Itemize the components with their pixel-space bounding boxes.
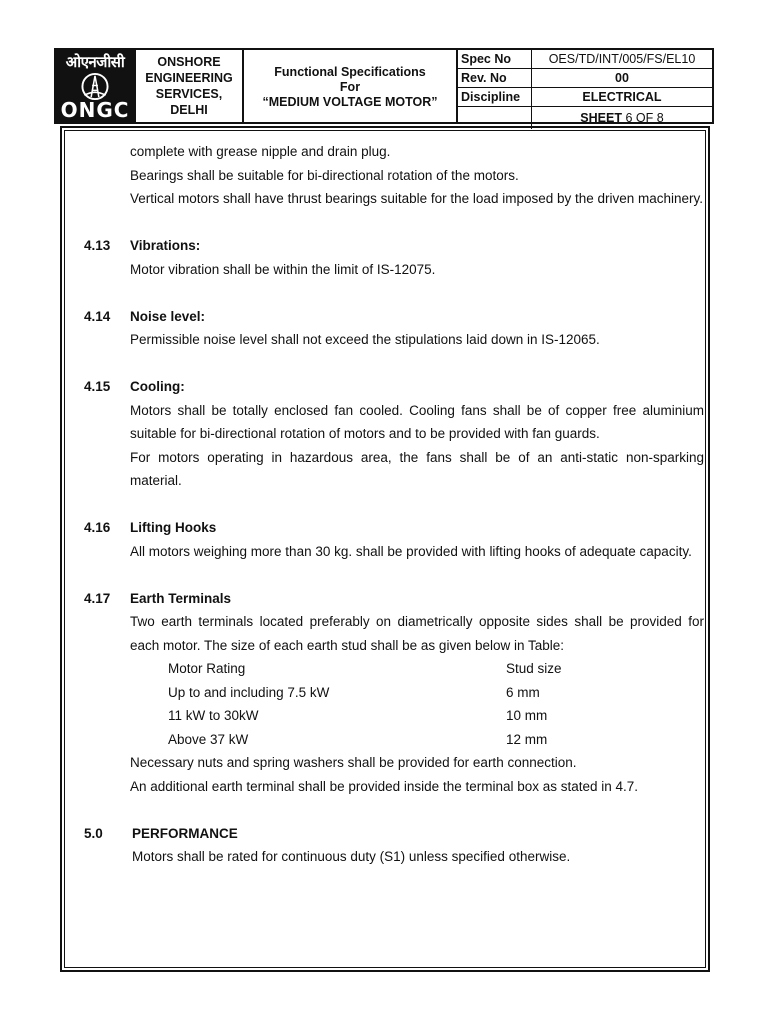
sheet-value: 6 OF 8 xyxy=(625,111,664,125)
section-title: Earth Terminals xyxy=(130,590,232,606)
section-heading xyxy=(84,375,704,399)
section-title: Lifting Hooks xyxy=(130,520,217,535)
discipline-value: ELECTRICAL xyxy=(582,90,662,104)
ongc-logo xyxy=(56,50,134,122)
section-title: Vibrations: xyxy=(130,238,201,253)
document-body xyxy=(84,140,704,869)
section-number: 4.14 xyxy=(84,308,111,324)
sheet-label: SHEET xyxy=(580,111,622,125)
table-header-rating: Motor Rating xyxy=(168,661,246,676)
spec-no-label: Spec No xyxy=(458,50,532,68)
table-cell: 11 kW to 30kW xyxy=(168,708,259,723)
document-title xyxy=(242,50,456,122)
title-line: Functional Specifications xyxy=(274,64,426,79)
logo-english-text: ONGC xyxy=(60,98,130,122)
paragraph: Motor vibration shall be within the limit of IS-12075. xyxy=(130,261,436,277)
table-cell: 10 mm xyxy=(506,708,548,723)
table-cell: 6 mm xyxy=(506,684,540,700)
section-number: 4.13 xyxy=(84,238,111,253)
table-cell: Up to and including 7.5 kW xyxy=(168,684,330,700)
section-title: PERFORMANCE xyxy=(132,825,238,841)
org-line: ENGINEERING xyxy=(145,71,233,85)
paragraph: An additional earth terminal shall be provided inside the terminal box as stated in 4.7. xyxy=(130,778,639,794)
rev-no-value: 00 xyxy=(615,71,629,85)
paragraph: Necessary nuts and spring washers shall be provided for earth connection. xyxy=(130,755,577,770)
paragraph: Motors shall be totally enclosed fan cooled. Cooling fans shall be of copper free aluminium suitable for bi-directional rotation of motors and to be provided with fan guards. xyxy=(130,402,704,441)
section-heading xyxy=(84,822,704,846)
document-header xyxy=(54,48,714,124)
org-line: ONSHORE xyxy=(157,55,221,69)
section-heading xyxy=(84,305,704,329)
table-header xyxy=(168,657,608,681)
section-heading xyxy=(84,516,704,540)
title-line: “MEDIUM VOLTAGE MOTOR” xyxy=(262,94,438,109)
section-title: Noise level: xyxy=(130,308,206,324)
table-row xyxy=(168,728,608,752)
paragraph: Vertical motors shall have thrust bearings suitable for the load imposed by the driven machinery. xyxy=(130,191,704,206)
table-cell: 12 mm xyxy=(506,731,548,747)
paragraph: For motors operating in hazardous area, the fans shall be of an anti-static non-sparking material. xyxy=(130,449,704,488)
spec-no-value: OES/TD/INT/005/FS/EL10 xyxy=(548,52,696,66)
logo-hindi-text: ओएनजीसी xyxy=(65,53,125,71)
section-number: 4.15 xyxy=(84,379,111,394)
paragraph: Two earth terminals located preferably on diametrically opposite sides shall be provided for each motor. The size of each earth stud shall be as given below in Table: xyxy=(130,614,704,653)
section-title: Cooling: xyxy=(130,379,185,394)
paragraph: All motors weighing more than 30 kg. shall be provided with lifting hooks of adequate capacity. xyxy=(130,543,692,559)
section-number: 4.17 xyxy=(84,590,111,606)
table-row xyxy=(168,681,608,705)
table-row xyxy=(168,704,608,728)
spec-info xyxy=(456,50,712,125)
ongc-emblem-icon xyxy=(78,72,112,101)
section-heading xyxy=(84,234,704,258)
discipline-row xyxy=(458,88,712,107)
paragraph: Bearings shall be suitable for bi-directional rotation of the motors. xyxy=(130,167,519,183)
spec-no-row xyxy=(458,50,712,69)
rev-no-label: Rev. No xyxy=(458,69,532,87)
title-line: For xyxy=(339,79,361,94)
table-cell: Above 37 kW xyxy=(168,731,249,747)
section-number: 4.16 xyxy=(84,520,111,535)
section-number: 5.0 xyxy=(84,825,103,841)
org-name xyxy=(134,50,242,122)
org-line: SERVICES, xyxy=(155,87,223,101)
paragraph: Motors shall be rated for continuous duty (S1) unless specified otherwise. xyxy=(132,849,571,864)
paragraph: complete with grease nipple and drain plug. xyxy=(130,144,391,159)
discipline-label: Discipline xyxy=(458,88,532,106)
paragraph: Permissible noise level shall not exceed the stipulations laid down in IS-12065. xyxy=(130,332,600,347)
section-heading xyxy=(84,587,704,611)
org-line: DELHI xyxy=(170,103,208,117)
table-header-stud: Stud size xyxy=(506,661,562,676)
rev-no-row xyxy=(458,69,712,88)
